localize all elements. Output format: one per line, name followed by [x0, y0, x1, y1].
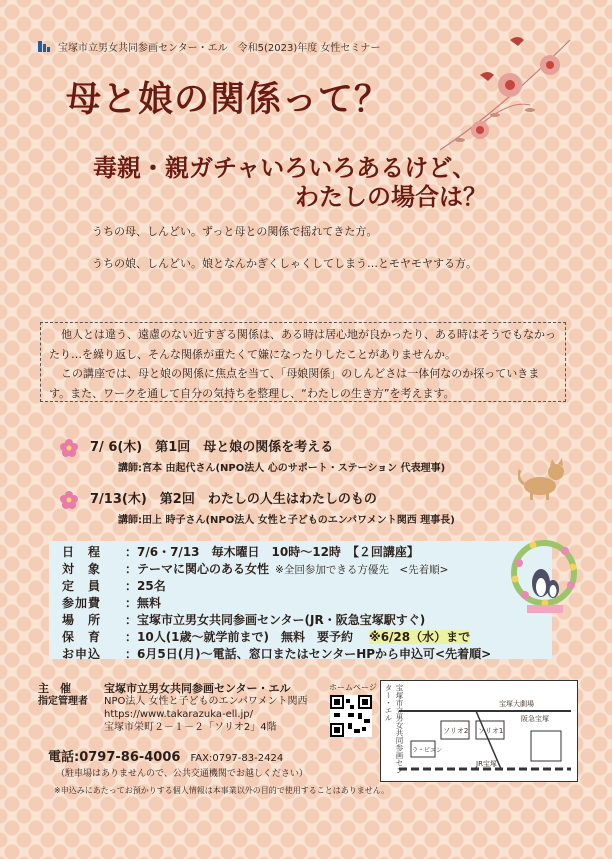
info-value: ：25名 — [125, 579, 166, 593]
map-vertical-label: 宝塚市立男女共同参画センター・エル — [384, 684, 404, 774]
info-row — [62, 577, 491, 594]
map-label: ソリオ1 — [478, 727, 504, 735]
info-row — [62, 543, 491, 560]
info-key: 場 所 — [62, 613, 102, 627]
lead-line1: うちの母、しんどい。ずっと母との関係で揺れてきた方。 — [92, 225, 378, 238]
host-value: 宝塚市立男女共同参画センター・エル — [104, 682, 291, 695]
parking-note: （駐車場はありませんので、公共交通機関でお越しください） — [56, 769, 308, 779]
homepage-label: ホームページ — [329, 683, 377, 692]
info-value: ：10人(1歳～就学前まで) 無料 要予約 — [125, 630, 354, 644]
intro-paragraph: 他人とは違う、遠慮のない近すぎる関係は、ある時は居心地が良かったり、ある時はそうでもなかったり…を繰り返し、そんな関係が重たくて嫌になったりしたことがありませんか。 — [49, 328, 556, 361]
header-org — [38, 39, 380, 54]
cat-illustration — [518, 458, 568, 502]
info-key: お申込 — [62, 647, 102, 661]
intro-paragraph: この講座では、母と娘の関係に焦点を当て、「母娘関係」のしんどさは一体何なのか探っていきます。また、ワークを通して自分の気持ちを整理し、“わたしの生き方”を考えます。 — [49, 367, 540, 400]
access-map — [380, 680, 578, 782]
host-key: 指定管理者 — [38, 696, 88, 707]
subtitle-line2: わたしの場合は？ — [295, 182, 487, 211]
info-key: 定 員 — [62, 579, 102, 593]
intro-box — [40, 322, 566, 402]
info-note: ※全回参加できる方優先 <先着順> — [275, 564, 449, 576]
info-key: 日 程 — [62, 545, 102, 559]
privacy-note: ※申込みにあたってお預かりする個人情報は本事業以外の目的で使用することはありません。 — [54, 786, 390, 795]
childcare-deadline: ※6/28（水）まで — [369, 630, 471, 644]
info-value: ：宝塚市立男女共同参画センター(JR・阪急宝塚駅すぐ) — [125, 613, 426, 627]
session-title: 7/ 6(木) 第1回 母と娘の関係を考える — [90, 440, 334, 455]
info-row — [62, 611, 491, 628]
lead-line2: うちの娘、しんどい。娘となんかぎくしゃくしてしまう…とモヤモヤする方。 — [92, 257, 477, 270]
info-row — [62, 645, 491, 662]
map-label: ソリオ2 — [443, 727, 469, 735]
info-key: 対 象 — [62, 562, 102, 576]
session-2 — [60, 488, 455, 526]
contact-phone — [48, 746, 283, 765]
session-lecturer: 講師:田上 時子さん(NPO法人 女性と子どものエンパワメント関西 理事長) — [118, 514, 455, 526]
map-label: ラ・ビエン — [412, 747, 443, 754]
wreath-illustration — [505, 533, 583, 617]
info-box — [49, 541, 552, 659]
info-value: ：7/6・7/13 毎木曜日 10時～12時 【２回講座】 — [125, 545, 419, 559]
host-info — [38, 682, 312, 734]
logo-icon — [38, 41, 52, 52]
host-key: 主 催 — [38, 682, 71, 695]
info-table — [62, 543, 491, 662]
session-title: 7/13(木) 第2回 わたしの人生はわたしのもの — [90, 492, 377, 507]
info-row — [62, 560, 491, 577]
info-key: 参加費 — [62, 596, 102, 610]
map-label: JR宝塚 — [476, 760, 497, 768]
flower-icon — [60, 439, 78, 457]
map-label: 宝塚大劇場 — [499, 700, 534, 708]
host-url[interactable]: https://www.takarazuka-ell.jp/ — [104, 709, 253, 720]
subtitle-line1: 毒親・親ガチャいろいろあるけど、 — [93, 153, 477, 182]
qr-code-icon[interactable] — [330, 695, 372, 737]
info-value: ：6月5日(月)～電話、窓口またはセンターHPから申込可<先着順> — [125, 647, 492, 661]
fax-number: FAX:0797-83-2424 — [190, 753, 284, 764]
info-row — [62, 594, 491, 611]
session-lecturer: 講師:宮本 由起代さん(NPO法人 心のサポート・ステーション 代表理事) — [118, 462, 446, 474]
flower-branch-illustration — [420, 30, 580, 160]
session-1 — [60, 436, 445, 474]
info-value: ：無料 — [125, 596, 162, 610]
map-label: 阪急宝塚 — [521, 715, 549, 723]
host-address: 宝塚市栄町２－１－２「ソリオ2」4階 — [104, 722, 277, 733]
host-value: NPO法人 女性と子どものエンパワメント関西 — [104, 696, 308, 707]
page-title: 母と娘の関係って？ — [66, 79, 391, 120]
info-row — [62, 628, 491, 645]
flower-icon — [60, 491, 78, 509]
org-text: 宝塚市立男女共同参画センター・エル 令和5(2023)年度 女性セミナー — [58, 43, 381, 54]
phone-number: 電話:0797-86-4006 — [48, 750, 181, 765]
info-key: 保 育 — [62, 630, 102, 644]
info-value: ：テーマに関心のある女性 — [125, 562, 270, 576]
